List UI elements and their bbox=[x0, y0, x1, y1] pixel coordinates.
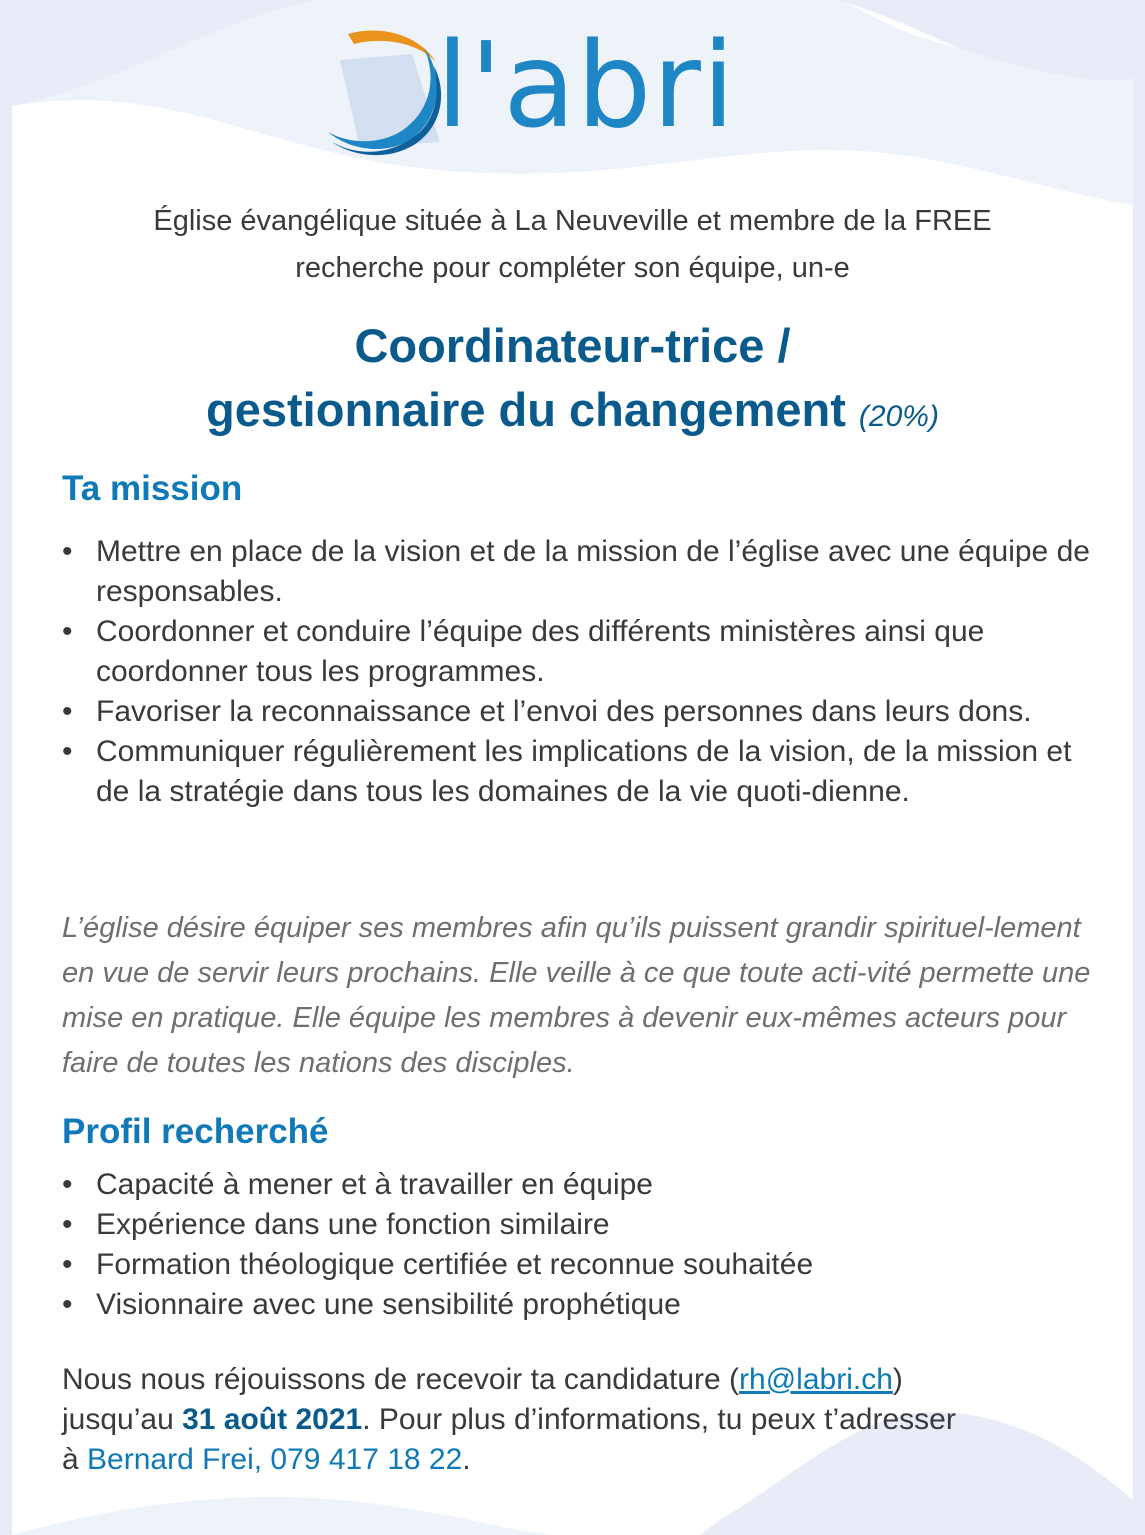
job-title-line-1: Coordinateur-trice / bbox=[354, 319, 791, 372]
intro-line-1: Église évangélique située à La Neuveville et membre de la FREE bbox=[153, 205, 992, 237]
list-item: • Communiquer régulièrement les implications de la vision, de la mission et de la stratégie dans tous les domaines de la vie quoti-dienne. bbox=[62, 732, 1092, 812]
bullet: • bbox=[62, 1208, 73, 1241]
intro-line-2: recherche pour compléter son équipe, un-e bbox=[295, 252, 850, 284]
closing-line-2: jusqu’au 31 août 2021. Pour plus d’informations, tu peux t’adresser bbox=[62, 1403, 956, 1436]
profile-list bbox=[62, 1165, 1092, 1325]
list-item: • Capacité à mener et à travailler en équipe bbox=[62, 1165, 1092, 1205]
email-link[interactable]: rh@labri.ch bbox=[739, 1363, 893, 1396]
list-item: • Mettre en place de la vision et de la mission de l’église avec une équipe de responsables. bbox=[62, 532, 1092, 612]
mission-heading: Ta mission bbox=[62, 469, 243, 508]
job-title-main: gestionnaire du changement bbox=[206, 383, 846, 436]
bullet: • bbox=[62, 1248, 73, 1281]
job-title bbox=[0, 314, 1145, 449]
church-statement: L’église désire équiper ses membres afin qu’ils puissent grandir spirituel-lement en vue de servir leurs prochains. Elle veille à ce que toute acti-vité permette une mise en pratique. Elle équipe les membres à devenir eux-mêmes acteurs pour faire de toutes les nations des disciples. bbox=[62, 912, 1091, 1079]
bullet: • bbox=[62, 735, 73, 768]
intro-text bbox=[0, 198, 1145, 292]
labri-logo bbox=[312, 16, 782, 172]
contact-info: Bernard Frei, 079 417 18 22 bbox=[87, 1443, 463, 1476]
closing-line-1: Nous nous réjouissons de recevoir ta candidature (rh@labri.ch) bbox=[62, 1363, 903, 1396]
bullet: • bbox=[62, 535, 73, 568]
mission-list bbox=[62, 532, 1092, 812]
list-item: • Coordonner et conduire l’équipe des différents ministères ainsi que coordonner tous les programmes. bbox=[62, 612, 1092, 692]
deadline-date: 31 août 2021 bbox=[182, 1403, 363, 1436]
list-item: • Formation théologique certifiée et reconnue souhaitée bbox=[62, 1245, 1092, 1285]
list-item: • Expérience dans une fonction similaire bbox=[62, 1205, 1092, 1245]
bullet: • bbox=[62, 695, 73, 728]
list-item: • Visionnaire avec une sensibilité prophétique bbox=[62, 1285, 1092, 1325]
bullet: • bbox=[62, 1288, 73, 1321]
list-item: • Favoriser la reconnaissance et l’envoi des personnes dans leurs dons. bbox=[62, 692, 1092, 732]
closing-line-3: à Bernard Frei, 079 417 18 22. bbox=[62, 1443, 471, 1476]
profile-heading: Profil recherché bbox=[62, 1112, 329, 1151]
logo-wordmark: l'abri bbox=[436, 16, 736, 154]
closing-paragraph bbox=[62, 1360, 1092, 1480]
bullet: • bbox=[62, 1168, 73, 1201]
job-title-line-2 bbox=[0, 378, 1145, 449]
bullet: • bbox=[62, 615, 73, 648]
job-percentage: (20%) bbox=[858, 400, 939, 433]
